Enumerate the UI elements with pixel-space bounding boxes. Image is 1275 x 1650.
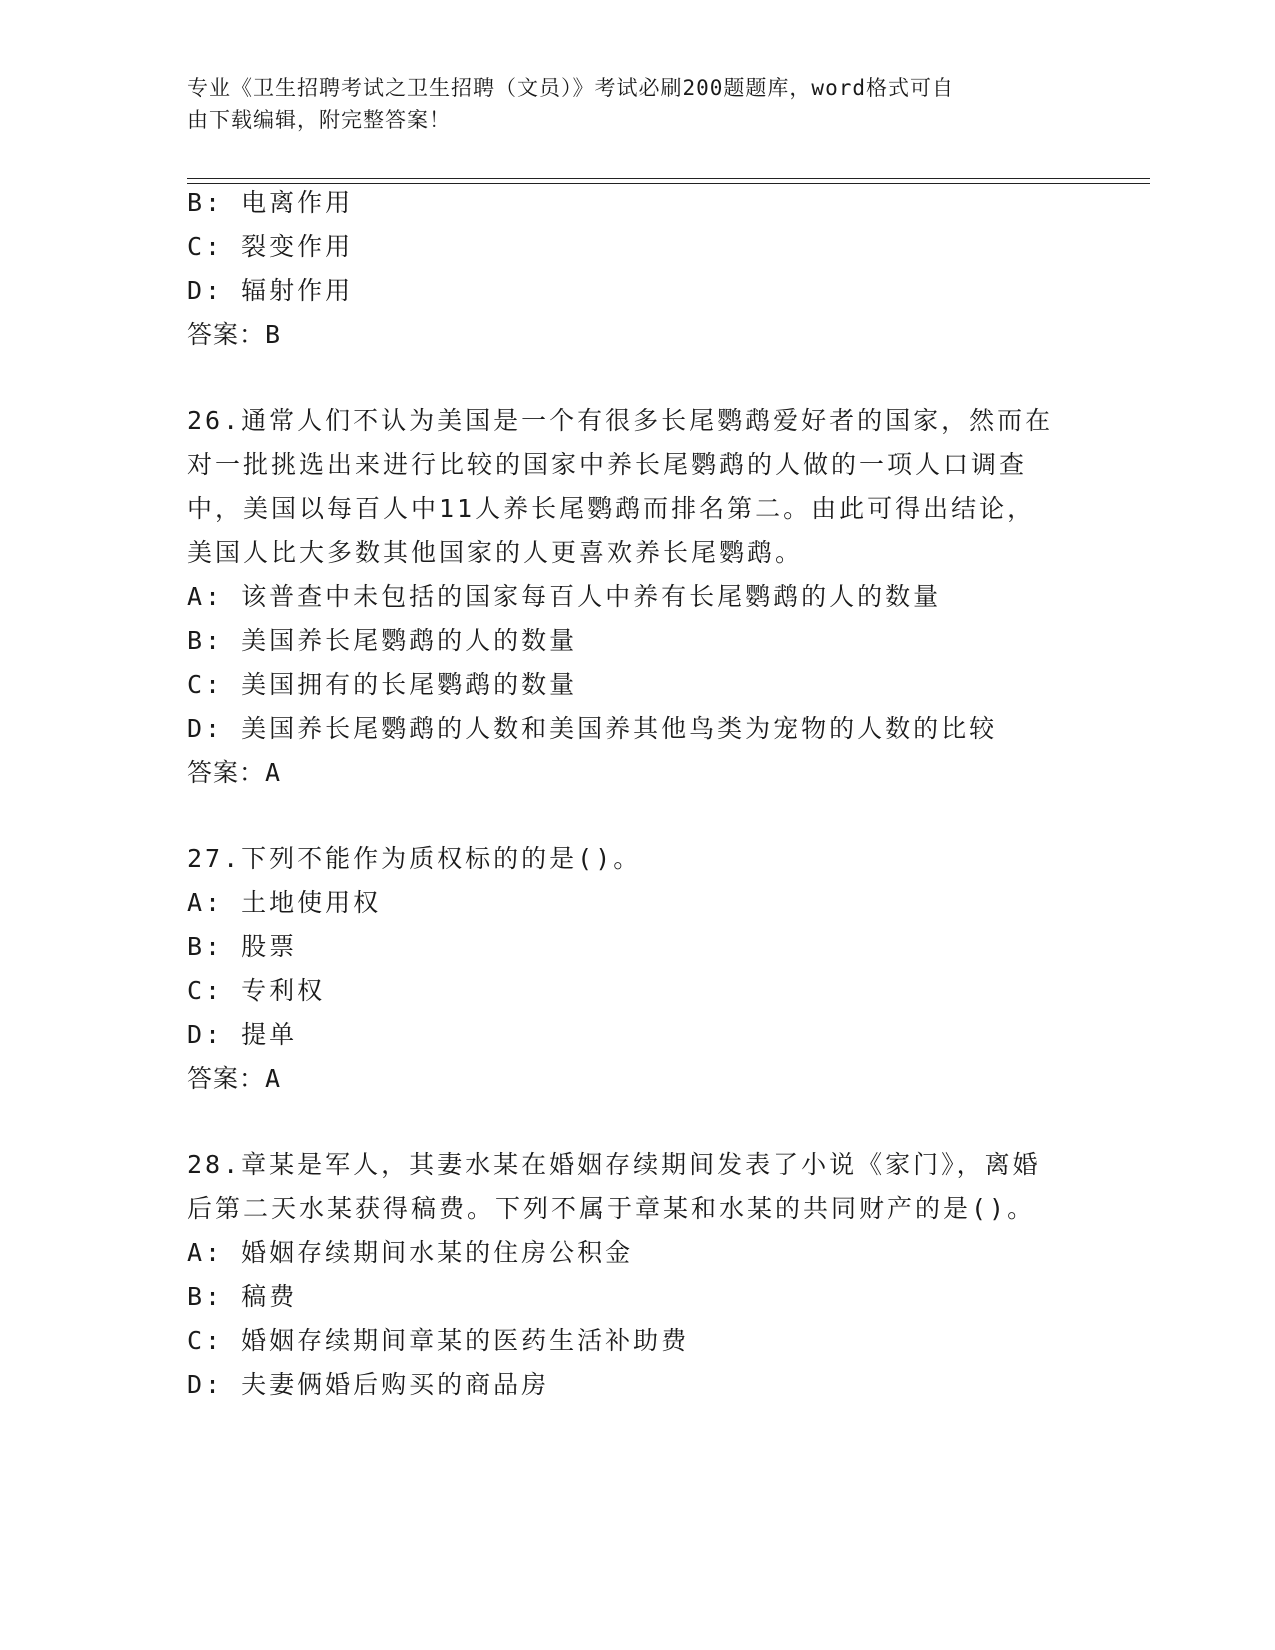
header-divider-top [187, 178, 1150, 179]
header-line-1: 专业《卫生招聘考试之卫生招聘（文员）》考试必刷200题题库，word格式可自 [187, 76, 954, 100]
q26-stem-line-3: 中，美国以每百人中11人养长尾鹦鹉而排名第二。由此可得出结论， [187, 494, 1036, 523]
q26-option-d: D: 美国养长尾鹦鹉的人数和美国养其他鸟类为宠物的人数的比较 [187, 714, 998, 743]
q27-option-b: B: 股票 [187, 932, 298, 961]
header-line-2: 由下载编辑，附完整答案！ [187, 108, 451, 132]
q28-option-a: A: 婚姻存续期间水某的住房公积金 [187, 1238, 634, 1267]
q28-option-c: C: 婚姻存续期间章某的医药生活补助费 [187, 1326, 690, 1355]
q28-stem-line-2: 后第二天水某获得稿费。下列不属于章某和水某的共同财产的是()。 [187, 1194, 1036, 1223]
q27-stem-line-1: 27.下列不能作为质权标的的是()。 [187, 844, 642, 873]
q26-stem-line-1: 26.通常人们不认为美国是一个有很多长尾鹦鹉爱好者的国家，然而在 [187, 406, 1054, 435]
q25-answer: 答案：B [187, 320, 282, 349]
q26-stem-line-4: 美国人比大多数其他国家的人更喜欢养长尾鹦鹉。 [187, 538, 804, 567]
q28-stem-line-1: 28.章某是军人，其妻水某在婚姻存续期间发表了小说《家门》，离婚 [187, 1150, 1041, 1179]
q25-option-b: B: 电离作用 [187, 188, 354, 217]
header-divider-bottom [187, 183, 1150, 184]
q25-option-d: D: 辐射作用 [187, 276, 354, 305]
q26-option-c: C: 美国拥有的长尾鹦鹉的数量 [187, 670, 578, 699]
q26-option-a: A: 该普查中未包括的国家每百人中养有长尾鹦鹉的人的数量 [187, 582, 942, 611]
q27-option-d: D: 提单 [187, 1020, 298, 1049]
q27-option-c: C: 专利权 [187, 976, 326, 1005]
q26-stem-line-2: 对一批挑选出来进行比较的国家中养长尾鹦鹉的人做的一项人口调查 [187, 450, 1028, 479]
q26-answer: 答案：A [187, 758, 282, 787]
document-header [187, 72, 1087, 136]
q28-option-b: B: 稿费 [187, 1282, 298, 1311]
q27-answer: 答案：A [187, 1064, 282, 1093]
q27-option-a: A: 土地使用权 [187, 888, 382, 917]
q28-option-d: D: 夫妻俩婚后购买的商品房 [187, 1370, 550, 1399]
q26-option-b: B: 美国养长尾鹦鹉的人的数量 [187, 626, 578, 655]
q25-option-c: C: 裂变作用 [187, 232, 354, 261]
